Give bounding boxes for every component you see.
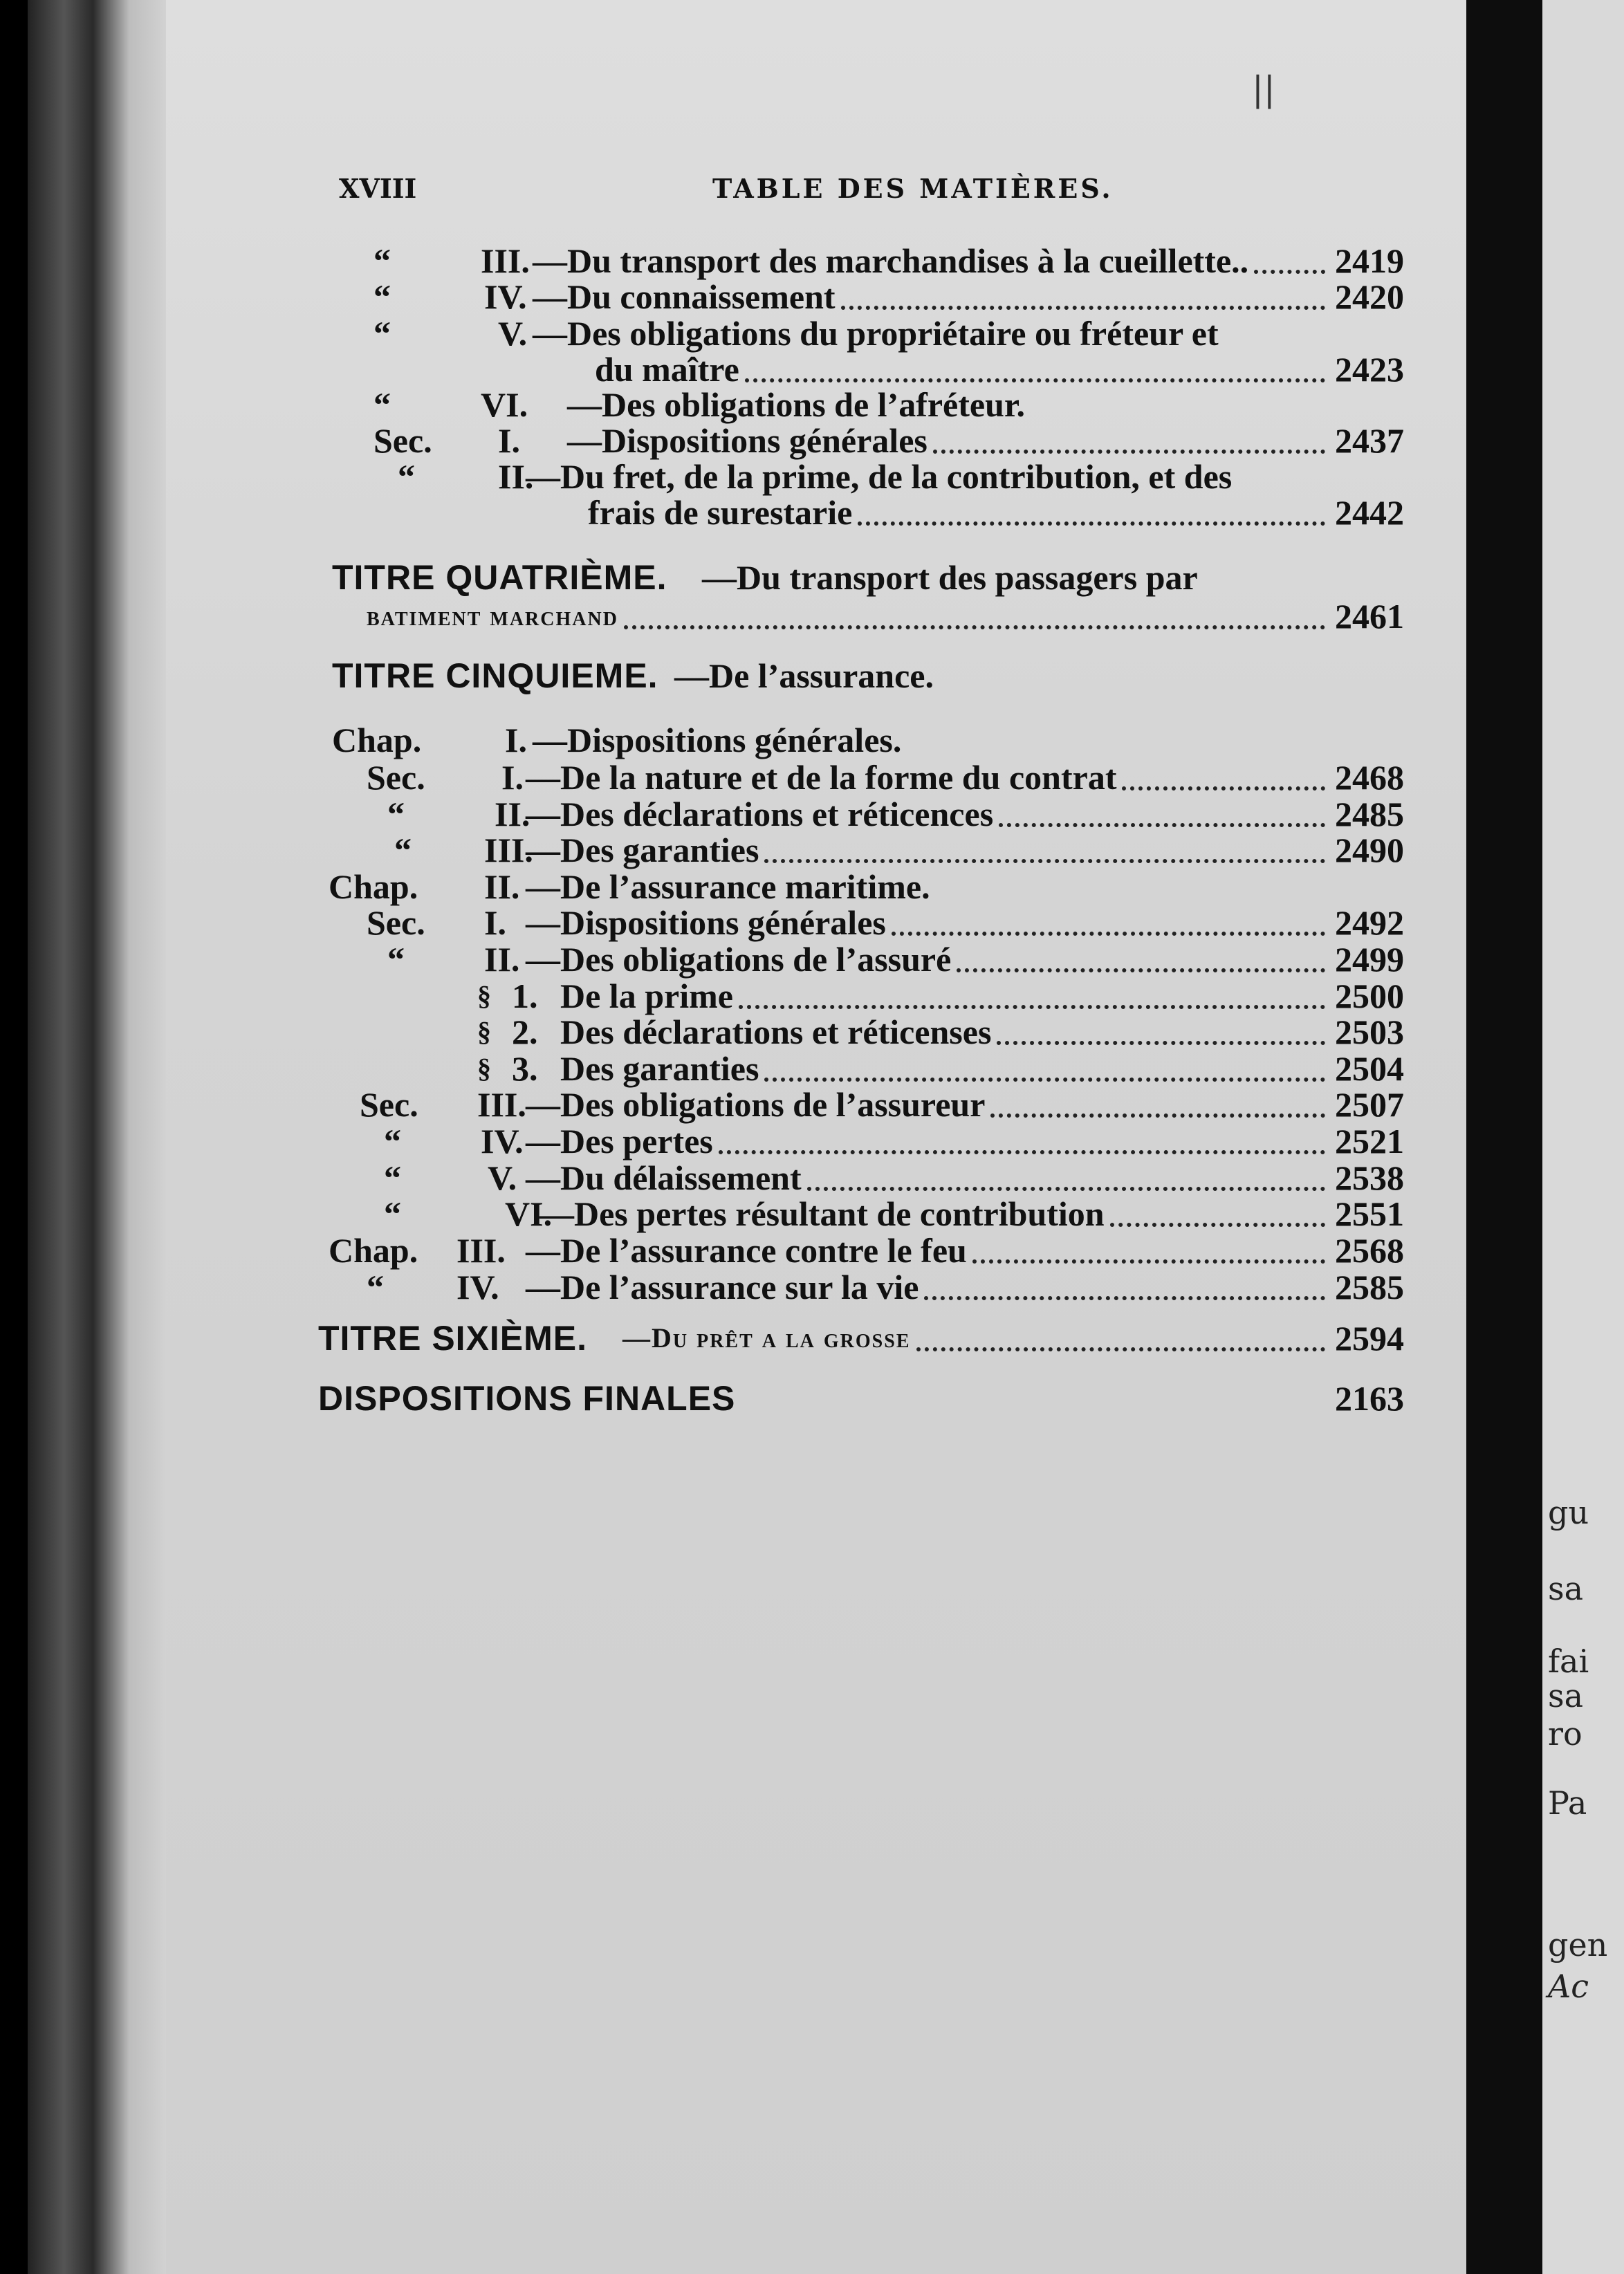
leader-dots bbox=[933, 450, 1325, 454]
toc-number: IV. bbox=[484, 277, 527, 316]
toc-prefix: Chap. bbox=[329, 867, 418, 906]
toc-page-number: 2499 bbox=[1335, 940, 1404, 979]
toc-entry bbox=[0, 278, 1404, 315]
toc-entry bbox=[0, 1380, 1404, 1417]
toc-title: —De l’assurance. bbox=[674, 656, 934, 695]
toc-entry bbox=[0, 458, 1404, 495]
toc-title: —Dispositions générales bbox=[526, 903, 886, 942]
toc-page-number: 2568 bbox=[1335, 1231, 1404, 1270]
toc-entry bbox=[0, 1268, 1404, 1306]
toc-number: DISPOSITIONS FINALES bbox=[318, 1379, 736, 1418]
toc-page-number: 2420 bbox=[1335, 277, 1404, 316]
toc-entry bbox=[0, 386, 1404, 423]
facing-page-fragment: fai bbox=[1548, 1643, 1589, 1680]
paragraph-mark: § bbox=[477, 980, 491, 1011]
toc-title: —Des obligations du propriétaire ou fréteur et bbox=[533, 314, 1219, 353]
toc-number: VI. bbox=[505, 1194, 553, 1233]
leader-dots bbox=[745, 378, 1325, 382]
toc-page-number: 2419 bbox=[1335, 241, 1404, 280]
toc-title: —Du connaissement bbox=[533, 277, 836, 316]
toc-title: —Des obligations de l’afréteur. bbox=[567, 385, 1025, 424]
toc-entry bbox=[0, 941, 1404, 978]
toc-prefix: “ bbox=[373, 241, 391, 280]
leader-dots bbox=[999, 823, 1325, 827]
toc-prefix: Chap. bbox=[332, 721, 422, 759]
toc-entry bbox=[0, 1013, 1404, 1051]
facing-page-edge bbox=[1542, 0, 1624, 2274]
toc-number: II. bbox=[495, 795, 530, 833]
toc-entry bbox=[0, 977, 1404, 1015]
toc-number: IV. bbox=[456, 1268, 499, 1306]
toc-number: III. bbox=[481, 241, 530, 280]
facing-page-fragment: sa bbox=[1548, 1570, 1584, 1607]
toc-number: I. bbox=[498, 421, 520, 460]
toc-prefix: “ bbox=[384, 1122, 401, 1161]
toc-number: III. bbox=[477, 1085, 526, 1124]
toc-title: —Des pertes bbox=[526, 1122, 713, 1161]
toc-number: I. bbox=[505, 721, 527, 759]
toc-prefix: “ bbox=[387, 940, 405, 979]
leader-dots bbox=[916, 1347, 1325, 1351]
toc-number: 3. bbox=[512, 1049, 538, 1088]
toc-entry bbox=[0, 351, 1404, 388]
toc-number: IV. bbox=[481, 1122, 524, 1161]
toc-title: —Des obligations de l’assureur bbox=[526, 1085, 986, 1124]
toc-entry bbox=[0, 1086, 1404, 1123]
toc-prefix: “ bbox=[394, 831, 412, 869]
toc-page-number: 2594 bbox=[1335, 1319, 1404, 1358]
toc-title: du maître bbox=[595, 350, 739, 389]
toc-prefix: “ bbox=[373, 277, 391, 316]
toc-number: II. bbox=[484, 940, 520, 979]
toc-prefix: “ bbox=[384, 1194, 401, 1233]
toc-page-number: 2492 bbox=[1335, 903, 1404, 942]
toc-title: —Du prêt a la grosse bbox=[622, 1322, 911, 1353]
toc-page-number: 2503 bbox=[1335, 1013, 1404, 1051]
leader-dots bbox=[1110, 1223, 1325, 1227]
toc-prefix: Sec. bbox=[367, 758, 425, 797]
toc-entry bbox=[0, 1122, 1404, 1160]
toc-title: —Du fret, de la prime, de la contribution, et des bbox=[526, 457, 1233, 496]
leader-dots bbox=[990, 1113, 1325, 1118]
toc-number: 2. bbox=[512, 1013, 538, 1051]
toc-page-number: 2500 bbox=[1335, 977, 1404, 1015]
toc-entry bbox=[0, 1320, 1404, 1357]
page-header bbox=[339, 173, 1404, 214]
toc-title: —De l’assurance contre le feu bbox=[526, 1231, 967, 1270]
page-number-roman: XVIII bbox=[339, 173, 417, 204]
toc-number: III. bbox=[456, 1231, 506, 1270]
leader-dots bbox=[624, 625, 1325, 629]
leader-dots bbox=[972, 1259, 1325, 1264]
page-title: TABLE DES MATIÈRES. bbox=[712, 173, 1114, 204]
paragraph-mark: § bbox=[477, 1016, 491, 1047]
toc-entry bbox=[0, 795, 1404, 833]
toc-title: —Dispositions générales. bbox=[533, 721, 902, 759]
toc-entry bbox=[0, 868, 1404, 905]
toc-page-number: 2507 bbox=[1335, 1085, 1404, 1124]
leader-dots bbox=[764, 1078, 1325, 1082]
toc-entry bbox=[0, 657, 1404, 694]
toc-title: —Des déclarations et réticences bbox=[526, 795, 994, 833]
facing-page-fragment: sa bbox=[1548, 1677, 1584, 1714]
toc-entry bbox=[0, 721, 1404, 759]
toc-prefix: Sec. bbox=[360, 1085, 418, 1124]
toc-number: II. bbox=[498, 457, 534, 496]
toc-title: —Du délaissement bbox=[526, 1158, 802, 1197]
toc-number: V. bbox=[488, 1158, 517, 1197]
toc-number: TITRE CINQUIEME. bbox=[332, 656, 658, 695]
toc-page-number: 2551 bbox=[1335, 1194, 1404, 1233]
toc-number: 1. bbox=[512, 977, 538, 1015]
toc-title: batiment marchand bbox=[367, 600, 618, 631]
paragraph-mark: § bbox=[477, 1053, 491, 1084]
toc-entry bbox=[0, 559, 1404, 596]
toc-entry bbox=[0, 904, 1404, 941]
toc-number: TITRE SIXIÈME. bbox=[318, 1319, 588, 1358]
toc-prefix: Sec. bbox=[373, 421, 432, 460]
toc-page-number: 2468 bbox=[1335, 758, 1404, 797]
leader-dots bbox=[1122, 786, 1325, 791]
toc-title: —De l’assurance sur la vie bbox=[526, 1268, 919, 1306]
toc-entry bbox=[0, 1195, 1404, 1232]
toc-number: III. bbox=[484, 831, 533, 869]
toc-entry bbox=[0, 598, 1404, 635]
book-gutter bbox=[1466, 0, 1542, 2274]
toc-title: —De la nature et de la forme du contrat bbox=[526, 758, 1117, 797]
toc-page-number: 2490 bbox=[1335, 831, 1404, 869]
toc-entry bbox=[0, 242, 1404, 279]
toc-prefix: “ bbox=[387, 795, 405, 833]
toc-title: frais de surestarie bbox=[588, 493, 853, 532]
toc-number: I. bbox=[501, 758, 524, 797]
toc-entry bbox=[0, 422, 1404, 459]
toc-entry bbox=[0, 494, 1404, 531]
toc-title: Des garanties bbox=[560, 1049, 759, 1088]
facing-page-fragment: gen bbox=[1548, 1926, 1608, 1963]
leader-dots bbox=[841, 306, 1325, 310]
toc-prefix: Chap. bbox=[329, 1231, 418, 1270]
toc-prefix: Sec. bbox=[367, 903, 425, 942]
toc-entry bbox=[0, 1159, 1404, 1196]
toc-page-number: 2423 bbox=[1335, 350, 1404, 389]
toc-entry bbox=[0, 1232, 1404, 1269]
toc-entry bbox=[0, 831, 1404, 869]
toc-number: II. bbox=[484, 867, 520, 906]
margin-mark: || bbox=[1252, 69, 1275, 109]
toc-prefix: “ bbox=[384, 1158, 401, 1197]
toc-prefix: “ bbox=[398, 457, 415, 496]
toc-prefix: “ bbox=[367, 1268, 384, 1306]
facing-page-fragment: Ac bbox=[1548, 1968, 1589, 2005]
leader-dots bbox=[719, 1150, 1325, 1154]
toc-title: —Du transport des marchandises à la cueillette.. bbox=[533, 241, 1249, 280]
toc-number: VI. bbox=[481, 385, 528, 424]
toc-prefix: “ bbox=[373, 385, 391, 424]
leader-dots bbox=[807, 1187, 1325, 1191]
toc-page-number: 2437 bbox=[1335, 421, 1404, 460]
toc-page-number: 2504 bbox=[1335, 1049, 1404, 1088]
toc-page-number: 2485 bbox=[1335, 795, 1404, 833]
leader-dots bbox=[997, 1041, 1325, 1045]
toc-page-number: 2461 bbox=[1335, 597, 1404, 636]
facing-page-fragment: gu bbox=[1548, 1494, 1589, 1531]
leader-dots bbox=[739, 1005, 1325, 1009]
toc-title: —Des pertes résultant de contribution bbox=[539, 1194, 1105, 1233]
toc-number: TITRE QUATRIÈME. bbox=[332, 558, 667, 597]
toc-prefix: “ bbox=[373, 314, 391, 353]
toc-title: —Dispositions générales bbox=[567, 421, 928, 460]
leader-dots bbox=[892, 932, 1325, 936]
leader-dots bbox=[764, 859, 1325, 863]
toc-title: Des déclarations et réticenses bbox=[560, 1013, 992, 1051]
toc-entry bbox=[0, 1050, 1404, 1087]
toc-page-number: 2585 bbox=[1335, 1268, 1404, 1306]
leader-dots bbox=[957, 968, 1325, 972]
toc-page-number: 2163 bbox=[1335, 1379, 1404, 1418]
toc-title: De la prime bbox=[560, 977, 733, 1015]
toc-number: I. bbox=[484, 903, 506, 942]
toc-page-number: 2442 bbox=[1335, 493, 1404, 532]
toc-title: —Du transport des passagers par bbox=[702, 558, 1198, 597]
leader-dots bbox=[924, 1296, 1325, 1300]
toc-page-number: 2521 bbox=[1335, 1122, 1404, 1161]
toc-title: —De l’assurance maritime. bbox=[526, 867, 930, 906]
toc-entry bbox=[0, 315, 1404, 352]
facing-page-fragment: ro bbox=[1548, 1715, 1583, 1753]
toc-entry bbox=[0, 759, 1404, 796]
toc-title: —Des garanties bbox=[526, 831, 759, 869]
toc-title: —Des obligations de l’assuré bbox=[526, 940, 952, 979]
leader-dots bbox=[1254, 270, 1325, 274]
facing-page-fragment: Pa bbox=[1548, 1784, 1587, 1822]
toc-page-number: 2538 bbox=[1335, 1158, 1404, 1197]
leader-dots bbox=[858, 521, 1325, 526]
toc-number: V. bbox=[498, 314, 528, 353]
